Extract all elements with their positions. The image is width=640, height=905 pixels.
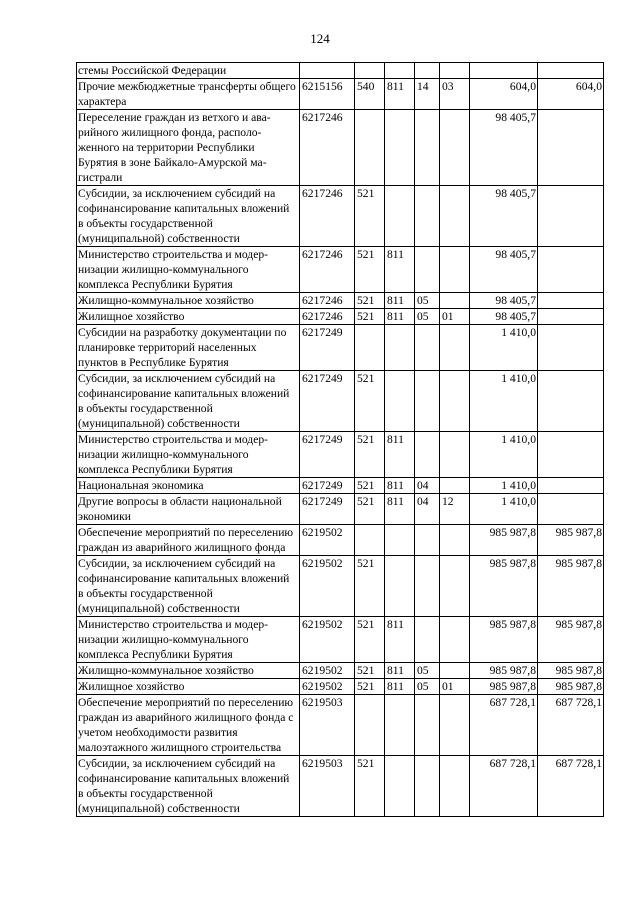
cell-name: Переселение граждан из ветхого и аварийного жилищного фонда, расположенного на территории Республики Бурятия в зоне Байкало-Амурской магистрали: [77, 110, 300, 186]
cell-section: [415, 432, 440, 478]
cell-name: стемы Российской Федерации: [77, 63, 300, 79]
cell-amount-total: 98 405,7: [470, 110, 538, 186]
cell-amount-federal: 687 728,1: [538, 756, 604, 817]
cell-name: Министерство строительства и модернизации жилищно-коммунального комплекса Республики Бурятия: [77, 617, 300, 663]
table-row: [77, 494, 604, 525]
cell-section: [415, 247, 440, 293]
cell-amount-federal: 985 987,8: [538, 679, 604, 695]
cell-administrator: 811: [385, 679, 415, 695]
cell-amount-total: 1 410,0: [470, 432, 538, 478]
cell-expense-type: [355, 695, 385, 756]
cell-target-article: [300, 63, 355, 79]
cell-expense-type: [355, 325, 385, 371]
budget-table: [76, 62, 604, 817]
cell-amount-total: 985 987,8: [470, 663, 538, 679]
cell-amount-federal: [538, 432, 604, 478]
cell-expense-type: 521: [355, 478, 385, 494]
cell-amount-total: 98 405,7: [470, 293, 538, 309]
cell-name: Жилищно-коммунальное хозяйство: [77, 663, 300, 679]
cell-name: Субсидии, за исключением субсидий на софинансирование капитальных вложений в объекты государственной (муниципальной) собственности: [77, 556, 300, 617]
cell-target-article: 6215156: [300, 79, 355, 110]
table-row: [77, 679, 604, 695]
cell-expense-type: 540: [355, 79, 385, 110]
cell-subsection: [440, 695, 470, 756]
cell-name: Министерство строительства и модернизации жилищно-коммунального комплекса Республики Бурятия: [77, 247, 300, 293]
cell-amount-federal: 604,0: [538, 79, 604, 110]
cell-name: Обеспечение мероприятий по переселению граждан из аварийного жилищного фонда с учетом необходимости развития малоэтажного жилищного строительства: [77, 695, 300, 756]
cell-name: Национальная экономика: [77, 478, 300, 494]
cell-subsection: [440, 525, 470, 556]
cell-subsection: [440, 478, 470, 494]
cell-subsection: [440, 663, 470, 679]
cell-amount-total: 985 987,8: [470, 617, 538, 663]
cell-target-article: 6217246: [300, 110, 355, 186]
cell-expense-type: 521: [355, 663, 385, 679]
table-row: [77, 478, 604, 494]
cell-amount-federal: 985 987,8: [538, 556, 604, 617]
cell-amount-federal: [538, 478, 604, 494]
cell-subsection: 01: [440, 309, 470, 325]
table-row: [77, 186, 604, 247]
cell-subsection: [440, 325, 470, 371]
cell-subsection: 03: [440, 79, 470, 110]
cell-amount-federal: [538, 247, 604, 293]
table-row: [77, 525, 604, 556]
cell-expense-type: [355, 63, 385, 79]
cell-target-article: 6219502: [300, 525, 355, 556]
cell-target-article: 6217249: [300, 478, 355, 494]
cell-amount-federal: 985 987,8: [538, 663, 604, 679]
cell-expense-type: [355, 110, 385, 186]
cell-section: [415, 63, 440, 79]
cell-amount-federal: [538, 293, 604, 309]
cell-subsection: [440, 110, 470, 186]
page-number: 124: [310, 31, 330, 46]
cell-administrator: 811: [385, 478, 415, 494]
cell-amount-total: [470, 63, 538, 79]
table-row: [77, 325, 604, 371]
cell-amount-total: 1 410,0: [470, 371, 538, 432]
cell-administrator: 811: [385, 309, 415, 325]
table-row: [77, 247, 604, 293]
table-row: [77, 695, 604, 756]
cell-expense-type: 521: [355, 309, 385, 325]
cell-expense-type: 521: [355, 371, 385, 432]
cell-administrator: [385, 756, 415, 817]
cell-amount-federal: [538, 325, 604, 371]
cell-amount-total: 98 405,7: [470, 247, 538, 293]
cell-subsection: 01: [440, 679, 470, 695]
cell-name: Жилищно-коммунальное хозяйство: [77, 293, 300, 309]
cell-target-article: 6217246: [300, 309, 355, 325]
cell-amount-total: 687 728,1: [470, 695, 538, 756]
cell-amount-federal: [538, 110, 604, 186]
cell-expense-type: 521: [355, 756, 385, 817]
cell-amount-total: 985 987,8: [470, 556, 538, 617]
cell-target-article: 6217246: [300, 247, 355, 293]
cell-amount-total: 98 405,7: [470, 309, 538, 325]
cell-name: Субсидии, за исключением субсидий на софинансирование капитальных вложений в объекты государственной (муниципальной) собственности: [77, 371, 300, 432]
cell-subsection: [440, 617, 470, 663]
cell-target-article: 6217246: [300, 186, 355, 247]
cell-expense-type: 521: [355, 556, 385, 617]
cell-section: [415, 186, 440, 247]
cell-amount-federal: 985 987,8: [538, 617, 604, 663]
cell-target-article: 6219502: [300, 556, 355, 617]
table-row: [77, 309, 604, 325]
cell-administrator: [385, 186, 415, 247]
cell-subsection: [440, 293, 470, 309]
cell-amount-federal: 687 728,1: [538, 695, 604, 756]
cell-section: 05: [415, 663, 440, 679]
cell-administrator: [385, 371, 415, 432]
cell-amount-federal: [538, 63, 604, 79]
cell-amount-total: 1 410,0: [470, 494, 538, 525]
cell-expense-type: 521: [355, 247, 385, 293]
cell-section: 05: [415, 679, 440, 695]
cell-section: [415, 525, 440, 556]
cell-name: Субсидии, за исключением субсидий на софинансирование капитальных вложений в объекты государственной (муниципальной) собственности: [77, 756, 300, 817]
cell-name: Субсидии на разработку документации по планировке территорий населенных пунктов в Республике Бурятия: [77, 325, 300, 371]
table-row: [77, 79, 604, 110]
cell-expense-type: 521: [355, 186, 385, 247]
cell-subsection: [440, 63, 470, 79]
cell-amount-total: 985 987,8: [470, 679, 538, 695]
cell-amount-total: 985 987,8: [470, 525, 538, 556]
cell-section: 05: [415, 309, 440, 325]
cell-target-article: 6217249: [300, 325, 355, 371]
cell-section: [415, 617, 440, 663]
cell-target-article: 6217249: [300, 432, 355, 478]
table-row: [77, 756, 604, 817]
cell-amount-federal: 985 987,8: [538, 525, 604, 556]
cell-target-article: 6217249: [300, 494, 355, 525]
cell-name: Прочие межбюджетные трансферты общего характера: [77, 79, 300, 110]
cell-target-article: 6219502: [300, 679, 355, 695]
cell-amount-total: 98 405,7: [470, 186, 538, 247]
cell-expense-type: 521: [355, 617, 385, 663]
budget-table-body: [77, 63, 604, 817]
cell-administrator: 811: [385, 79, 415, 110]
cell-name: Обеспечение мероприятий по переселению граждан из аварийного жилищного фонда: [77, 525, 300, 556]
cell-administrator: 811: [385, 293, 415, 309]
cell-name: Жилищное хозяйство: [77, 309, 300, 325]
cell-administrator: [385, 110, 415, 186]
cell-section: 05: [415, 293, 440, 309]
table-row: [77, 63, 604, 79]
cell-expense-type: 521: [355, 432, 385, 478]
cell-subsection: [440, 556, 470, 617]
cell-amount-total: 687 728,1: [470, 756, 538, 817]
cell-expense-type: 521: [355, 293, 385, 309]
cell-target-article: 6217249: [300, 371, 355, 432]
cell-section: [415, 556, 440, 617]
cell-name: Жилищное хозяйство: [77, 679, 300, 695]
table-row: [77, 432, 604, 478]
cell-subsection: [440, 247, 470, 293]
cell-expense-type: 521: [355, 679, 385, 695]
cell-name: Субсидии, за исключением субсидий на софинансирование капитальных вложений в объекты государственной (муниципальной) собственности: [77, 186, 300, 247]
cell-administrator: [385, 63, 415, 79]
cell-amount-total: 604,0: [470, 79, 538, 110]
cell-target-article: 6219503: [300, 695, 355, 756]
cell-target-article: 6217246: [300, 293, 355, 309]
cell-expense-type: 521: [355, 494, 385, 525]
cell-expense-type: [355, 525, 385, 556]
cell-administrator: [385, 556, 415, 617]
cell-amount-federal: [538, 186, 604, 247]
cell-administrator: [385, 695, 415, 756]
cell-administrator: 811: [385, 663, 415, 679]
cell-administrator: 811: [385, 432, 415, 478]
cell-administrator: [385, 325, 415, 371]
table-row: [77, 293, 604, 309]
cell-amount-total: 1 410,0: [470, 478, 538, 494]
table-row: [77, 556, 604, 617]
cell-administrator: [385, 525, 415, 556]
cell-target-article: 6219502: [300, 617, 355, 663]
cell-subsection: [440, 432, 470, 478]
cell-subsection: [440, 186, 470, 247]
table-row: [77, 617, 604, 663]
cell-section: 14: [415, 79, 440, 110]
cell-subsection: [440, 756, 470, 817]
cell-subsection: 12: [440, 494, 470, 525]
cell-name: Министерство строительства и модернизации жилищно-коммунального комплекса Республики Бурятия: [77, 432, 300, 478]
cell-amount-total: 1 410,0: [470, 325, 538, 371]
cell-section: [415, 756, 440, 817]
cell-section: [415, 325, 440, 371]
cell-administrator: 811: [385, 494, 415, 525]
cell-administrator: 811: [385, 247, 415, 293]
cell-target-article: 6219503: [300, 756, 355, 817]
table-row: [77, 110, 604, 186]
cell-amount-federal: [538, 309, 604, 325]
cell-administrator: 811: [385, 617, 415, 663]
table-row: [77, 371, 604, 432]
cell-name: Другие вопросы в области национальной экономики: [77, 494, 300, 525]
cell-subsection: [440, 371, 470, 432]
cell-section: [415, 371, 440, 432]
cell-section: 04: [415, 494, 440, 525]
cell-target-article: 6219502: [300, 663, 355, 679]
cell-amount-federal: [538, 371, 604, 432]
cell-section: [415, 110, 440, 186]
cell-section: [415, 695, 440, 756]
cell-amount-federal: [538, 494, 604, 525]
table-row: [77, 663, 604, 679]
cell-section: 04: [415, 478, 440, 494]
